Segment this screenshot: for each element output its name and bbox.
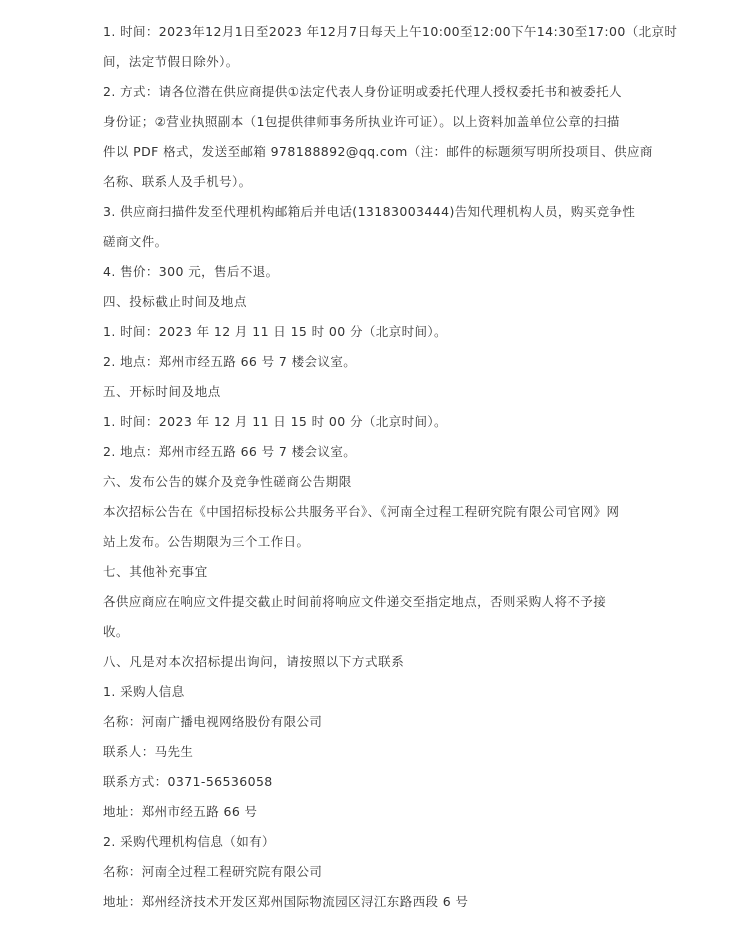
purchaser-name-line: 名称：河南广播电视网络股份有限公司 (103, 714, 323, 729)
price-line: 4. 售价：300 元，售后不退。 (103, 264, 279, 279)
agency-info-heading: 2. 采购代理机构信息（如有） (103, 834, 275, 849)
supplement-line-2: 收。 (103, 624, 129, 639)
opening-time-line: 1. 时间：2023 年 12 月 11 日 15 时 00 分（北京时间）。 (103, 414, 447, 429)
purchase-method-line-2: 身份证；②营业执照副本（1包提供律师事务所执业许可证）。以上资料加盖单位公章的扫描 (103, 114, 620, 129)
supplement-line-1: 各供应商应在响应文件提交截止时间前将响应文件递交至指定地点，否则采购人将不予接 (103, 594, 607, 609)
agency-name-line: 名称：河南全过程工程研究院有限公司 (103, 864, 323, 879)
purchase-time-line-2: 间，法定节假日除外）。 (103, 54, 239, 69)
section-8-heading: 八、凡是对本次招标提出询问，请按照以下方式联系 (103, 654, 405, 669)
purchaser-address-line: 地址：郑州市经五路 66 号 (103, 804, 258, 819)
purchaser-contact-line: 联系人：马先生 (103, 744, 194, 759)
deadline-time-line: 1. 时间：2023 年 12 月 11 日 15 时 00 分（北京时间）。 (103, 324, 447, 339)
supplier-scan-line-2: 磋商文件。 (103, 234, 168, 249)
supplier-scan-line-1: 3. 供应商扫描件发至代理机构邮箱后并电话(13183003444)告知代理机构人员，购买竞争性 (103, 204, 636, 219)
agency-address-line: 地址：郑州经济技术开发区郑州国际物流园区浔江东路西段 6 号 (103, 894, 469, 909)
purchaser-phone-line: 联系方式：0371-56536058 (103, 774, 273, 789)
purchase-time-line-1: 1. 时间：2023年12月1日至2023 年12月7日每天上午10:00至12:00下午14:30至17:00（北京时 (103, 24, 678, 39)
purchaser-info-heading: 1. 采购人信息 (103, 684, 185, 699)
purchase-method-line-4: 名称、联系人及手机号）。 (103, 174, 252, 189)
purchase-method-line-1: 2. 方式：请各位潜在供应商提供①法定代表人身份证明或委托代理人授权委托书和被委托人 (103, 84, 622, 99)
section-4-heading: 四、投标截止时间及地点 (103, 294, 248, 309)
media-line-1: 本次招标公告在《中国招标投标公共服务平台》、《河南全过程工程研究院有限公司官网》网 (103, 504, 620, 519)
deadline-place-line: 2. 地点：郑州市经五路 66 号 7 楼会议室。 (103, 354, 357, 369)
media-line-2: 站上发布。公告期限为三个工作日。 (103, 534, 310, 549)
section-5-heading: 五、开标时间及地点 (103, 384, 221, 399)
opening-place-line: 2. 地点：郑州市经五路 66 号 7 楼会议室。 (103, 444, 357, 459)
section-6-heading: 六、发布公告的媒介及竞争性磋商公告期限 (103, 474, 352, 489)
section-7-heading: 七、其他补充事宜 (103, 564, 208, 579)
purchase-method-line-3: 件以 PDF 格式，发送至邮箱 978188892@qq.com（注：邮件的标题须写明所投项目、供应商 (103, 144, 653, 159)
